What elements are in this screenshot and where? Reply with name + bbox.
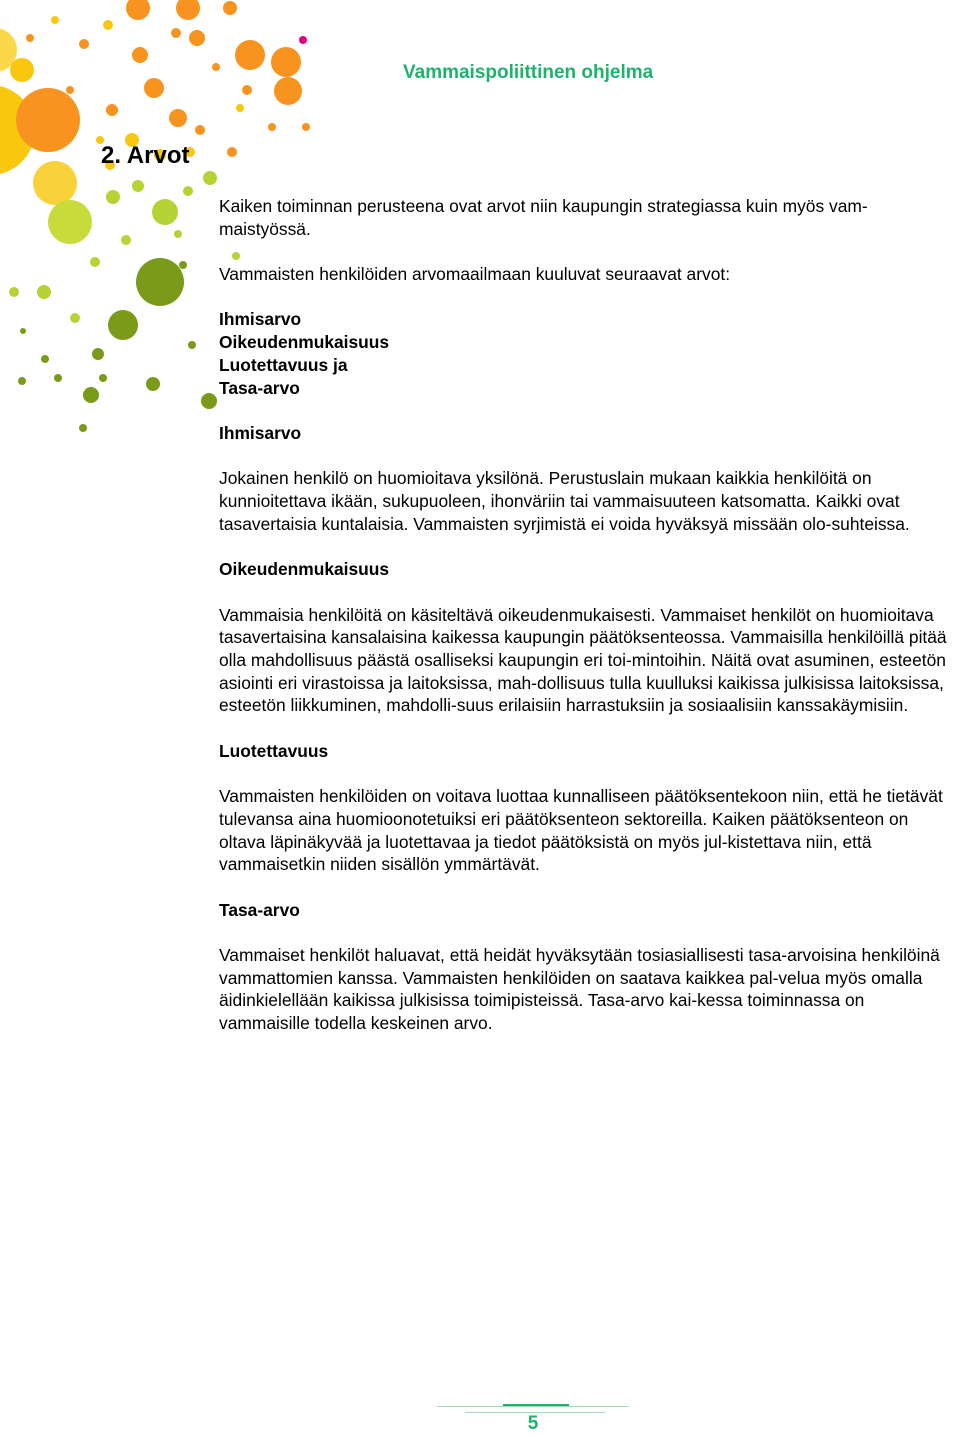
section-heading: 2. Arvot <box>101 142 190 169</box>
values-list-item: Ihmisarvo <box>219 309 302 330</box>
subheading-luotettavuus: Luotettavuus <box>219 740 329 761</box>
footer-divider-accent <box>503 1404 569 1406</box>
intro-values-paragraph: Vammaisten henkilöiden arvomaailmaan kuuluvat seuraavat arvot: <box>219 264 731 285</box>
paragraph-tasa-arvo: Vammaiset henkilöt haluavat, että heidät hyväksytään tosiasiallisesti tasa-arvoisina henkilöinä vammattomien kanssa. Vammaisten henkilöiden on saatava kaikkea pal-velua myös omalla äidinkielellään kaikissa julkisissa toimipisteissä. Tasa-arvo kai-kessa toiminnassa on vammaisille todella keskeinen arvo. <box>219 945 940 1034</box>
values-list-item: Luotettavuus ja <box>219 354 348 375</box>
paragraph-oikeudenmukaisuus: Vammaisia henkilöitä on käsiteltävä oikeudenmukaisesti. Vammaiset henkilöt on huomioitava tasavertaisina kansalaisina kaikessa kaupungin päätöksenteossa. Vammaisilla henkilöillä pitää olla mahdollisuus päästä osalliseksi kaupungin eri toi-mintoihin. Näitä ovat asuminen, esteetön asiointi eri virastoissa ja laitoksissa, mah-dollisuus tulla kuulluksi kaikissa julkisissa laitoksissa, esteetön liikkuminen, mahdolli-suus erilaisiin harrastuksiin ja sosiaalisiin kanssakäymisiin. <box>219 604 947 716</box>
footer-divider <box>437 1406 629 1407</box>
page-number: 5 <box>527 1413 539 1434</box>
subheading-tasa-arvo: Tasa-arvo <box>219 899 300 920</box>
intro-paragraph: Kaiken toiminnan perusteena ovat arvot niin kaupungin strategiassa kuin myös vam-maistyössä. <box>219 196 868 239</box>
values-list-item: Oikeudenmukaisuus <box>219 332 390 353</box>
main-content <box>219 195 959 1058</box>
paragraph-ihmisarvo: Jokainen henkilö on huomioitava yksilönä. Perustuslain mukaan kaikkia henkilöitä on kunnioitettava ikään, sukupuoleen, ihonväriin tai vammaisuuteen katsomatta. Kaikki ovat tasavertaisia kuntalaisia. Vammaisten syrjimistä ei voida hyväksyä missään olo-suhteissa. <box>219 468 910 534</box>
subheading-oikeudenmukaisuus: Oikeudenmukaisuus <box>219 559 390 580</box>
page-footer <box>437 1404 629 1434</box>
subheading-ihmisarvo: Ihmisarvo <box>219 422 302 443</box>
values-list-item: Tasa-arvo <box>219 377 300 398</box>
document-title: Vammaispoliittinen ohjelma <box>403 62 654 83</box>
values-list <box>219 308 959 399</box>
paragraph-luotettavuus: Vammaisten henkilöiden on voitava luottaa kunnalliseen päätöksentekoon niin, että he tietävät tulevansa aina huomioonotetuiksi eri päätöksenteon sektoreilla. Kaiken päätöksenteon on oltava läpinäkyvää ja luotettavaa ja tiedot päätöksistä on myös jul-kistettava niin, että vammaisetkin niiden sisällön ymmärtävät. <box>219 786 943 875</box>
